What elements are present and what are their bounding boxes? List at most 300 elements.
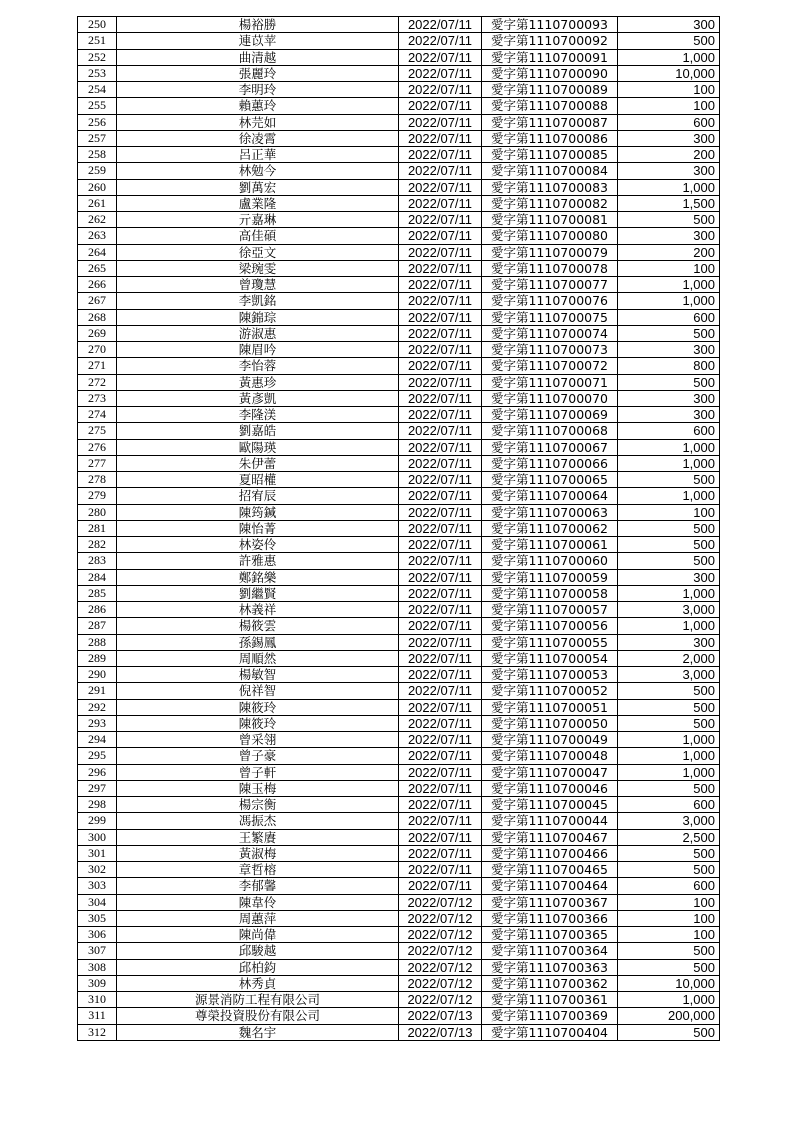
donation-amount: 300: [618, 569, 720, 585]
table-row: [78, 244, 720, 260]
table-row: [78, 618, 720, 634]
donation-date: 2022/07/11: [399, 163, 482, 179]
donor-name: 陳玉梅: [117, 780, 399, 796]
donation-date: 2022/07/11: [399, 374, 482, 390]
row-number: 308: [78, 959, 117, 975]
row-number: 281: [78, 520, 117, 536]
receipt-number: 愛字第1110700081: [482, 212, 618, 228]
donation-amount: 1,000: [618, 439, 720, 455]
donation-amount: 500: [618, 1024, 720, 1040]
donor-name: 黃惠珍: [117, 374, 399, 390]
donation-date: 2022/07/11: [399, 715, 482, 731]
donation-date: 2022/07/11: [399, 179, 482, 195]
row-number: 306: [78, 927, 117, 943]
row-number: 304: [78, 894, 117, 910]
receipt-number: 愛字第1110700071: [482, 374, 618, 390]
table-row: [78, 65, 720, 81]
donation-date: 2022/07/12: [399, 927, 482, 943]
donor-name: 陳筠鍼: [117, 504, 399, 520]
donor-name: 馮振杰: [117, 813, 399, 829]
donation-amount: 500: [618, 943, 720, 959]
table-row: [78, 910, 720, 926]
table-row: [78, 423, 720, 439]
row-number: 252: [78, 49, 117, 65]
row-number: 256: [78, 114, 117, 130]
receipt-number: 愛字第1110700366: [482, 910, 618, 926]
donation-date: 2022/07/11: [399, 244, 482, 260]
donor-name: 曲清越: [117, 49, 399, 65]
receipt-number: 愛字第1110700364: [482, 943, 618, 959]
donation-amount: 600: [618, 878, 720, 894]
receipt-number: 愛字第1110700046: [482, 780, 618, 796]
donation-amount: 200: [618, 147, 720, 163]
donation-amount: 500: [618, 959, 720, 975]
row-number: 288: [78, 634, 117, 650]
donation-amount: 500: [618, 472, 720, 488]
table-row: [78, 780, 720, 796]
receipt-number: 愛字第1110700068: [482, 423, 618, 439]
receipt-number: 愛字第1110700365: [482, 927, 618, 943]
row-number: 309: [78, 975, 117, 991]
donation-date: 2022/07/11: [399, 195, 482, 211]
donor-name: 劉萬宏: [117, 179, 399, 195]
donor-name: 徐凌霄: [117, 130, 399, 146]
donation-date: 2022/07/11: [399, 537, 482, 553]
row-number: 266: [78, 277, 117, 293]
receipt-number: 愛字第1110700049: [482, 732, 618, 748]
donor-name: 倪祥智: [117, 683, 399, 699]
donation-amount: 1,000: [618, 585, 720, 601]
row-number: 265: [78, 260, 117, 276]
table-row: [78, 49, 720, 65]
donation-date: 2022/07/13: [399, 1024, 482, 1040]
donation-date: 2022/07/11: [399, 277, 482, 293]
table-row: [78, 260, 720, 276]
table-row: [78, 228, 720, 244]
donor-name: 夏昭權: [117, 472, 399, 488]
receipt-number: 愛字第1110700073: [482, 342, 618, 358]
row-number: 299: [78, 813, 117, 829]
donor-name: 陳筱玲: [117, 699, 399, 715]
receipt-number: 愛字第1110700057: [482, 602, 618, 618]
receipt-number: 愛字第1110700083: [482, 179, 618, 195]
row-number: 254: [78, 82, 117, 98]
donation-amount: 100: [618, 260, 720, 276]
table-row: [78, 390, 720, 406]
row-number: 284: [78, 569, 117, 585]
donor-name: 高佳碩: [117, 228, 399, 244]
row-number: 270: [78, 342, 117, 358]
receipt-number: 愛字第1110700069: [482, 407, 618, 423]
donation-date: 2022/07/11: [399, 17, 482, 33]
row-number: 261: [78, 195, 117, 211]
donor-name: 林姿伶: [117, 537, 399, 553]
receipt-number: 愛字第1110700077: [482, 277, 618, 293]
donation-amount: 500: [618, 537, 720, 553]
donation-date: 2022/07/11: [399, 49, 482, 65]
donation-amount: 1,000: [618, 764, 720, 780]
row-number: 285: [78, 585, 117, 601]
donation-amount: 500: [618, 325, 720, 341]
table-row: [78, 943, 720, 959]
donation-amount: 500: [618, 553, 720, 569]
receipt-number: 愛字第1110700404: [482, 1024, 618, 1040]
receipt-number: 愛字第1110700048: [482, 748, 618, 764]
donor-name: 邱柏鈞: [117, 959, 399, 975]
receipt-number: 愛字第1110700053: [482, 667, 618, 683]
receipt-number: 愛字第1110700089: [482, 82, 618, 98]
table-row: [78, 212, 720, 228]
donation-date: 2022/07/11: [399, 585, 482, 601]
row-number: 251: [78, 33, 117, 49]
table-row: [78, 147, 720, 163]
donation-date: 2022/07/11: [399, 650, 482, 666]
receipt-number: 愛字第1110700062: [482, 520, 618, 536]
donation-table: [77, 16, 720, 1041]
receipt-number: 愛字第1110700044: [482, 813, 618, 829]
row-number: 293: [78, 715, 117, 731]
donor-name: 游淑惠: [117, 325, 399, 341]
donation-date: 2022/07/11: [399, 455, 482, 471]
donation-date: 2022/07/11: [399, 98, 482, 114]
donation-amount: 500: [618, 862, 720, 878]
table-row: [78, 439, 720, 455]
donation-amount: 300: [618, 634, 720, 650]
donation-date: 2022/07/11: [399, 309, 482, 325]
donation-date: 2022/07/11: [399, 504, 482, 520]
donation-date: 2022/07/11: [399, 845, 482, 861]
donor-name: 楊裕勝: [117, 17, 399, 33]
donation-date: 2022/07/11: [399, 472, 482, 488]
table-row: [78, 813, 720, 829]
table-row: [78, 504, 720, 520]
row-number: 283: [78, 553, 117, 569]
donation-date: 2022/07/11: [399, 390, 482, 406]
donation-date: 2022/07/11: [399, 358, 482, 374]
row-number: 280: [78, 504, 117, 520]
receipt-number: 愛字第1110700066: [482, 455, 618, 471]
donor-name: 王繁賡: [117, 829, 399, 845]
receipt-number: 愛字第1110700362: [482, 975, 618, 991]
donation-date: 2022/07/11: [399, 634, 482, 650]
donation-amount: 3,000: [618, 602, 720, 618]
receipt-number: 愛字第1110700092: [482, 33, 618, 49]
table-row: [78, 715, 720, 731]
donor-name: 楊筱雲: [117, 618, 399, 634]
receipt-number: 愛字第1110700060: [482, 553, 618, 569]
donation-date: 2022/07/11: [399, 878, 482, 894]
donor-name: 章哲榕: [117, 862, 399, 878]
row-number: 271: [78, 358, 117, 374]
row-number: 253: [78, 65, 117, 81]
donation-amount: 1,000: [618, 618, 720, 634]
table-row: [78, 17, 720, 33]
donation-date: 2022/07/12: [399, 992, 482, 1008]
donation-amount: 100: [618, 98, 720, 114]
donation-date: 2022/07/11: [399, 293, 482, 309]
donor-name: 盧業隆: [117, 195, 399, 211]
row-number: 310: [78, 992, 117, 1008]
table-row: [78, 553, 720, 569]
donation-amount: 500: [618, 212, 720, 228]
donor-name: 源景消防工程有限公司: [117, 992, 399, 1008]
row-number: 268: [78, 309, 117, 325]
table-row: [78, 33, 720, 49]
donor-name: 林秀貞: [117, 975, 399, 991]
table-row: [78, 455, 720, 471]
donation-amount: 2,500: [618, 829, 720, 845]
donation-date: 2022/07/11: [399, 764, 482, 780]
receipt-number: 愛字第1110700084: [482, 163, 618, 179]
table-row: [78, 325, 720, 341]
table-row: [78, 683, 720, 699]
donor-name: 陳眉吟: [117, 342, 399, 358]
receipt-number: 愛字第1110700090: [482, 65, 618, 81]
table-row: [78, 959, 720, 975]
receipt-number: 愛字第1110700054: [482, 650, 618, 666]
row-number: 302: [78, 862, 117, 878]
donor-name: 曾子豪: [117, 748, 399, 764]
table-row: [78, 650, 720, 666]
donation-amount: 3,000: [618, 813, 720, 829]
donation-date: 2022/07/11: [399, 862, 482, 878]
donation-amount: 1,000: [618, 732, 720, 748]
donor-name: 張麗玲: [117, 65, 399, 81]
donor-name: 孫錫鳳: [117, 634, 399, 650]
donor-name: 李凱銘: [117, 293, 399, 309]
table-row: [78, 894, 720, 910]
table-row: [78, 569, 720, 585]
donor-name: 陳筱玲: [117, 715, 399, 731]
donation-amount: 10,000: [618, 975, 720, 991]
row-number: 300: [78, 829, 117, 845]
donation-amount: 1,000: [618, 748, 720, 764]
table-row: [78, 520, 720, 536]
row-number: 276: [78, 439, 117, 455]
receipt-number: 愛字第1110700087: [482, 114, 618, 130]
donation-amount: 600: [618, 114, 720, 130]
donation-date: 2022/07/11: [399, 683, 482, 699]
donation-amount: 1,000: [618, 179, 720, 195]
donor-name: 亓嘉琳: [117, 212, 399, 228]
receipt-number: 愛字第1110700063: [482, 504, 618, 520]
table-row: [78, 358, 720, 374]
row-number: 262: [78, 212, 117, 228]
receipt-number: 愛字第1110700466: [482, 845, 618, 861]
donation-date: 2022/07/11: [399, 699, 482, 715]
donation-date: 2022/07/11: [399, 147, 482, 163]
row-number: 259: [78, 163, 117, 179]
donor-name: 李怡蓉: [117, 358, 399, 374]
row-number: 263: [78, 228, 117, 244]
donor-name: 歐陽瑛: [117, 439, 399, 455]
donation-date: 2022/07/11: [399, 602, 482, 618]
receipt-number: 愛字第1110700072: [482, 358, 618, 374]
donation-date: 2022/07/11: [399, 439, 482, 455]
donor-name: 楊敏智: [117, 667, 399, 683]
donor-name: 劉繼賢: [117, 585, 399, 601]
row-number: 286: [78, 602, 117, 618]
donor-name: 曾子軒: [117, 764, 399, 780]
table-row: [78, 764, 720, 780]
donation-date: 2022/07/11: [399, 33, 482, 49]
donor-name: 邱駿越: [117, 943, 399, 959]
receipt-number: 愛字第1110700363: [482, 959, 618, 975]
row-number: 269: [78, 325, 117, 341]
donor-name: 曾采翎: [117, 732, 399, 748]
table-row: [78, 1008, 720, 1024]
table-row: [78, 179, 720, 195]
donation-amount: 100: [618, 927, 720, 943]
receipt-number: 愛字第1110700058: [482, 585, 618, 601]
donation-date: 2022/07/11: [399, 82, 482, 98]
donor-name: 林義祥: [117, 602, 399, 618]
row-number: 297: [78, 780, 117, 796]
donation-amount: 300: [618, 390, 720, 406]
receipt-number: 愛字第1110700051: [482, 699, 618, 715]
table-row: [78, 975, 720, 991]
receipt-number: 愛字第1110700047: [482, 764, 618, 780]
row-number: 296: [78, 764, 117, 780]
table-row: [78, 667, 720, 683]
row-number: 295: [78, 748, 117, 764]
table-row: [78, 797, 720, 813]
donation-date: 2022/07/11: [399, 212, 482, 228]
receipt-number: 愛字第1110700050: [482, 715, 618, 731]
row-number: 279: [78, 488, 117, 504]
donor-name: 林勉今: [117, 163, 399, 179]
row-number: 277: [78, 455, 117, 471]
table-row: [78, 602, 720, 618]
table-row: [78, 98, 720, 114]
donation-amount: 500: [618, 520, 720, 536]
donor-name: 李明玲: [117, 82, 399, 98]
table-row: [78, 488, 720, 504]
donation-amount: 500: [618, 845, 720, 861]
donor-name: 黃彥凱: [117, 390, 399, 406]
receipt-number: 愛字第1110700064: [482, 488, 618, 504]
donation-amount: 500: [618, 780, 720, 796]
row-number: 267: [78, 293, 117, 309]
donor-name: 呂正華: [117, 147, 399, 163]
donation-amount: 10,000: [618, 65, 720, 81]
donation-date: 2022/07/11: [399, 423, 482, 439]
row-number: 301: [78, 845, 117, 861]
donation-date: 2022/07/11: [399, 569, 482, 585]
donation-amount: 200,000: [618, 1008, 720, 1024]
row-number: 291: [78, 683, 117, 699]
receipt-number: 愛字第1110700059: [482, 569, 618, 585]
donation-date: 2022/07/13: [399, 1008, 482, 1024]
table-row: [78, 992, 720, 1008]
row-number: 290: [78, 667, 117, 683]
receipt-number: 愛字第1110700086: [482, 130, 618, 146]
donation-date: 2022/07/11: [399, 228, 482, 244]
table-row: [78, 537, 720, 553]
receipt-number: 愛字第1110700369: [482, 1008, 618, 1024]
donation-date: 2022/07/11: [399, 520, 482, 536]
table-row: [78, 195, 720, 211]
donation-amount: 100: [618, 82, 720, 98]
row-number: 298: [78, 797, 117, 813]
donation-amount: 300: [618, 17, 720, 33]
receipt-number: 愛字第1110700067: [482, 439, 618, 455]
table-row: [78, 277, 720, 293]
row-number: 289: [78, 650, 117, 666]
receipt-number: 愛字第1110700052: [482, 683, 618, 699]
row-number: 307: [78, 943, 117, 959]
donation-amount: 600: [618, 309, 720, 325]
receipt-number: 愛字第1110700088: [482, 98, 618, 114]
donation-date: 2022/07/11: [399, 342, 482, 358]
table-row: [78, 634, 720, 650]
donation-amount: 300: [618, 163, 720, 179]
donation-amount: 1,500: [618, 195, 720, 211]
receipt-number: 愛字第1110700055: [482, 634, 618, 650]
table-row: [78, 862, 720, 878]
receipt-number: 愛字第1110700085: [482, 147, 618, 163]
donor-name: 魏名宇: [117, 1024, 399, 1040]
receipt-number: 愛字第1110700076: [482, 293, 618, 309]
donation-date: 2022/07/11: [399, 797, 482, 813]
row-number: 274: [78, 407, 117, 423]
table-row: [78, 309, 720, 325]
row-number: 294: [78, 732, 117, 748]
table-row: [78, 585, 720, 601]
receipt-number: 愛字第1110700061: [482, 537, 618, 553]
receipt-number: 愛字第1110700091: [482, 49, 618, 65]
receipt-number: 愛字第1110700075: [482, 309, 618, 325]
donation-date: 2022/07/11: [399, 667, 482, 683]
donor-name: 陳錦琮: [117, 309, 399, 325]
donation-date: 2022/07/11: [399, 553, 482, 569]
donation-date: 2022/07/11: [399, 732, 482, 748]
table-row: [78, 374, 720, 390]
table-row: [78, 342, 720, 358]
table-row: [78, 732, 720, 748]
donation-date: 2022/07/11: [399, 407, 482, 423]
donation-amount: 100: [618, 910, 720, 926]
donor-name: 陳怡菁: [117, 520, 399, 536]
table-row: [78, 699, 720, 715]
table-row: [78, 82, 720, 98]
receipt-number: 愛字第1110700074: [482, 325, 618, 341]
donation-date: 2022/07/12: [399, 959, 482, 975]
donation-amount: 300: [618, 407, 720, 423]
donation-date: 2022/07/11: [399, 488, 482, 504]
row-number: 255: [78, 98, 117, 114]
donation-date: 2022/07/11: [399, 65, 482, 81]
donation-amount: 1,000: [618, 488, 720, 504]
donor-name: 周蕙萍: [117, 910, 399, 926]
row-number: 258: [78, 147, 117, 163]
receipt-number: 愛字第1110700070: [482, 390, 618, 406]
donation-amount: 1,000: [618, 455, 720, 471]
donor-name: 朱伊蕾: [117, 455, 399, 471]
donor-name: 連苡苹: [117, 33, 399, 49]
row-number: 287: [78, 618, 117, 634]
row-number: 292: [78, 699, 117, 715]
donor-name: 許雅惠: [117, 553, 399, 569]
donation-amount: 300: [618, 130, 720, 146]
receipt-number: 愛字第1110700464: [482, 878, 618, 894]
row-number: 303: [78, 878, 117, 894]
donation-date: 2022/07/11: [399, 114, 482, 130]
donation-amount: 500: [618, 715, 720, 731]
donor-name: 陳尚偉: [117, 927, 399, 943]
donor-name: 陳韋伶: [117, 894, 399, 910]
table-row: [78, 878, 720, 894]
